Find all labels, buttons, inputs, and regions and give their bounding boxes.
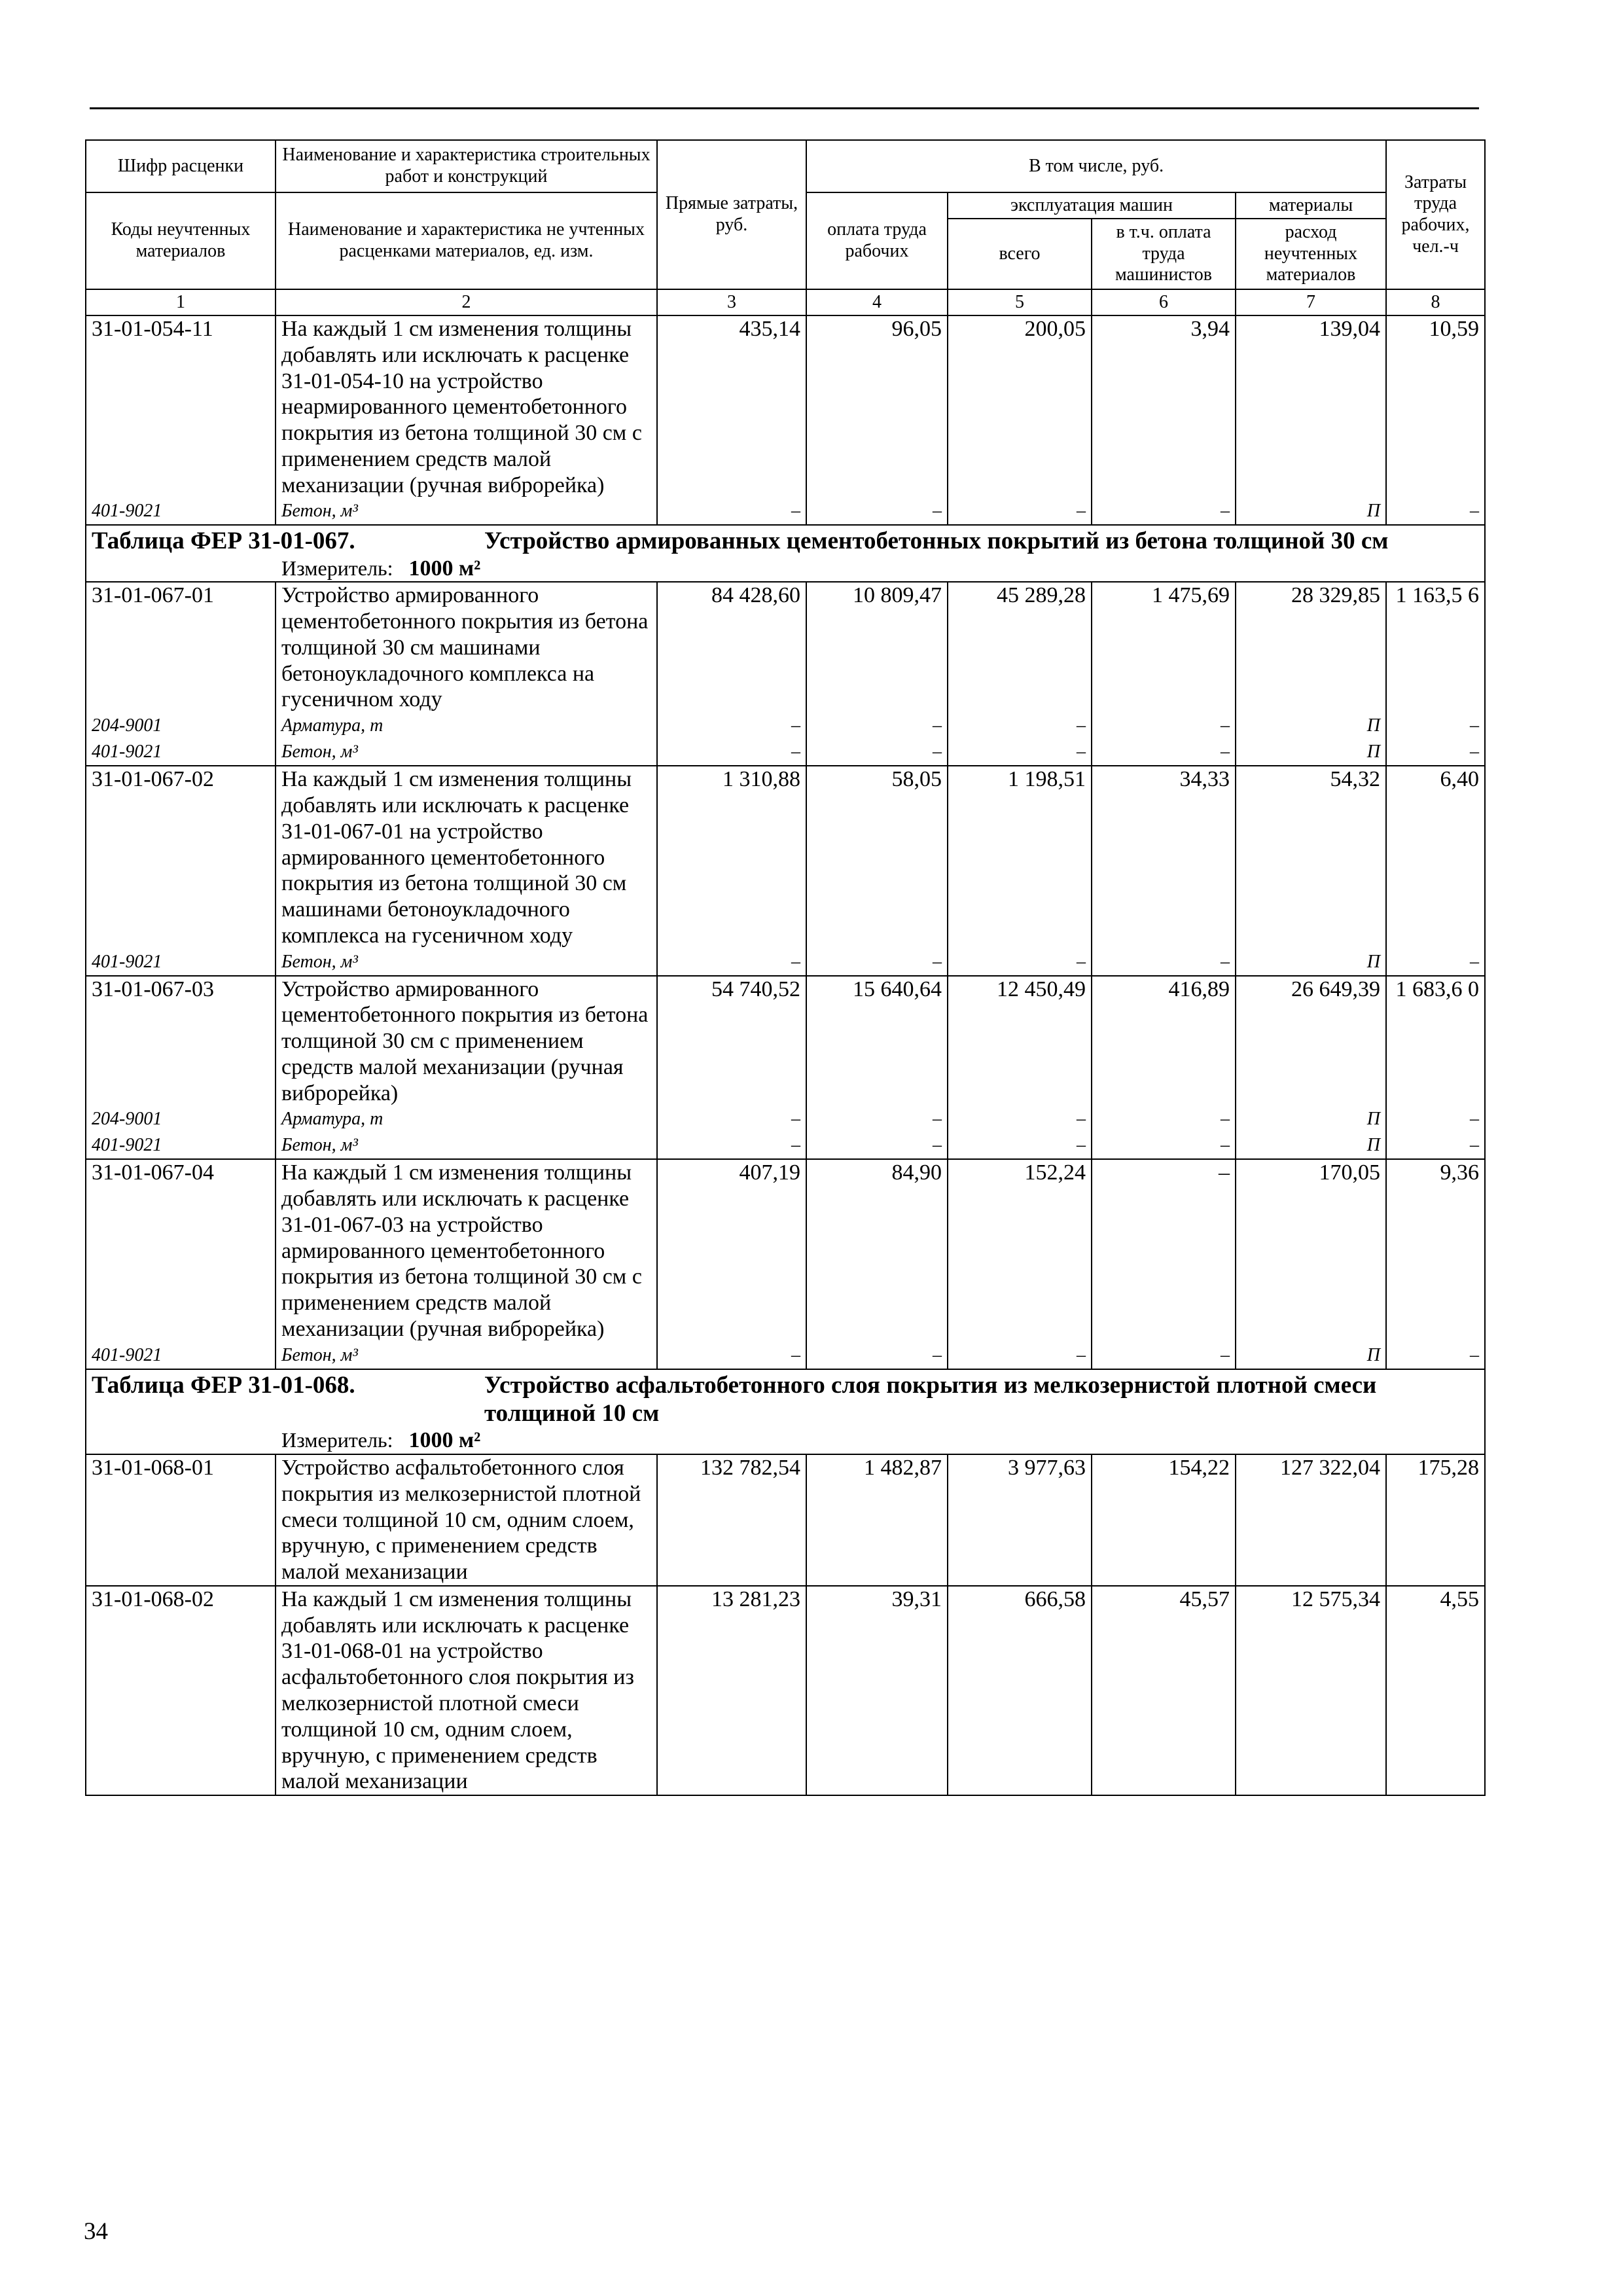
labor-hours: 6,40 bbox=[1440, 767, 1480, 792]
labor-hours-cell bbox=[1386, 582, 1485, 766]
worker-pay: 15 640,64 bbox=[853, 977, 942, 1001]
materials-cost-cell bbox=[1236, 976, 1386, 1160]
labor-hours-cell bbox=[1386, 766, 1485, 975]
rate-code-cell bbox=[86, 976, 276, 1160]
unaccounted-material-rate-code: 401-9021 bbox=[92, 1135, 162, 1156]
unaccounted-material-machines-total: – bbox=[1077, 742, 1086, 762]
rate-code: 31-01-067-03 bbox=[92, 977, 214, 1001]
rate-row bbox=[86, 315, 1485, 525]
rate-row bbox=[86, 1159, 1485, 1369]
direct-costs-cell bbox=[657, 976, 806, 1160]
unaccounted-material-work-name: Бетон, м³ bbox=[281, 951, 358, 972]
rate-row bbox=[86, 766, 1485, 975]
direct-costs-cell bbox=[657, 582, 806, 766]
materials-cost-cell bbox=[1236, 1586, 1386, 1795]
materials-cost: 12 575,34 bbox=[1291, 1587, 1381, 1611]
worker-pay: 84,90 bbox=[891, 1160, 942, 1185]
unaccounted-material-direct-costs: – bbox=[791, 742, 800, 762]
machines-total-cell bbox=[948, 976, 1092, 1160]
worker-pay-cell bbox=[806, 582, 948, 766]
labor-hours: 9,36 bbox=[1440, 1160, 1480, 1185]
direct-costs-cell bbox=[657, 1586, 806, 1795]
unaccounted-material-materials-cost: П bbox=[1366, 951, 1381, 972]
rate-code: 31-01-054-11 bbox=[92, 317, 213, 341]
operator-pay: – bbox=[1219, 1160, 1230, 1185]
unaccounted-material-rate-code: 204-9001 bbox=[92, 715, 162, 736]
unaccounted-material-materials-cost: П bbox=[1366, 742, 1381, 762]
direct-costs: 1 310,88 bbox=[722, 767, 800, 792]
materials-cost: 54,32 bbox=[1330, 767, 1381, 792]
machines-total: 3 977,63 bbox=[1008, 1456, 1086, 1480]
worker-pay: 58,05 bbox=[891, 767, 942, 792]
unaccounted-material-operator-pay: – bbox=[1221, 1109, 1230, 1130]
column-number: 3 bbox=[657, 289, 806, 315]
unaccounted-material-direct-costs: – bbox=[791, 1109, 800, 1130]
table-section-header bbox=[86, 1369, 1485, 1454]
unaccounted-material-worker-pay: – bbox=[933, 501, 942, 522]
unaccounted-material-operator-pay: – bbox=[1221, 501, 1230, 522]
worker-pay-cell bbox=[806, 1586, 948, 1795]
labor-hours-cell bbox=[1386, 315, 1485, 525]
unaccounted-material-work-name: Бетон, м³ bbox=[281, 1135, 358, 1156]
direct-costs-cell bbox=[657, 1454, 806, 1586]
unaccounted-material-materials-cost: П bbox=[1366, 715, 1381, 736]
work-name: На каждый 1 см изменения толщины добавлять или исключать к расценке 31-01-067-03 на устройство армированного цементобетонного покрытия из бетона толщиной 30 см с применением средств малой механизации (ручная виброрейка) bbox=[281, 1160, 642, 1342]
direct-costs-cell bbox=[657, 1159, 806, 1369]
unaccounted-material-operator-pay: – bbox=[1221, 1344, 1230, 1365]
operator-pay: 1 475,69 bbox=[1152, 583, 1230, 608]
machines-total: 152,24 bbox=[1024, 1160, 1086, 1185]
rate-code-cell bbox=[86, 315, 276, 525]
direct-costs-cell bbox=[657, 766, 806, 975]
unaccounted-material-direct-costs: – bbox=[791, 951, 800, 972]
rate-code: 31-01-068-01 bbox=[92, 1456, 214, 1480]
unaccounted-material-labor-hours: – bbox=[1470, 1344, 1480, 1365]
labor-hours-cell bbox=[1386, 1586, 1485, 1795]
rate-code-cell bbox=[86, 1454, 276, 1586]
operator-pay-cell bbox=[1092, 1159, 1236, 1369]
operator-pay-cell bbox=[1092, 1586, 1236, 1795]
direct-costs: 13 281,23 bbox=[711, 1587, 800, 1611]
unaccounted-material-labor-hours: – bbox=[1470, 951, 1480, 972]
column-number: 4 bbox=[806, 289, 948, 315]
column-number: 1 bbox=[86, 289, 276, 315]
direct-costs: 407,19 bbox=[739, 1160, 800, 1185]
header-material-codes: Коды неучтенных материалов bbox=[86, 192, 276, 289]
work-name: На каждый 1 см изменения толщины добавлять или исключать к расценке 31-01-068-01 на устройство асфальтобетонного слоя покрытия из мелкозернистой плотной смеси толщиной 10 см, одним слоем, вручную, с применением средств малой механизации bbox=[281, 1587, 634, 1794]
machines-total: 45 289,28 bbox=[997, 583, 1086, 608]
unaccounted-material-labor-hours: – bbox=[1470, 501, 1480, 522]
unaccounted-material-machines-total: – bbox=[1077, 1344, 1086, 1365]
column-number: 2 bbox=[276, 289, 657, 315]
section-label: Таблица ФЕР 31-01-068. bbox=[92, 1371, 355, 1399]
materials-cost-cell bbox=[1236, 1159, 1386, 1369]
column-number: 5 bbox=[948, 289, 1092, 315]
work-name-cell bbox=[276, 1454, 657, 1586]
unaccounted-material-work-name: Бетон, м³ bbox=[281, 501, 358, 522]
header-machines: эксплуатация машин bbox=[948, 192, 1236, 219]
unaccounted-material-machines-total: – bbox=[1077, 715, 1086, 736]
unaccounted-material-direct-costs: – bbox=[791, 1344, 800, 1365]
unaccounted-material-materials-cost: П bbox=[1366, 1109, 1381, 1130]
rate-code-cell bbox=[86, 582, 276, 766]
table-section-header bbox=[86, 525, 1485, 582]
unaccounted-material-labor-hours: – bbox=[1470, 1109, 1480, 1130]
header-machines-total: всего bbox=[948, 219, 1092, 289]
materials-cost: 28 329,85 bbox=[1291, 583, 1381, 608]
worker-pay: 10 809,47 bbox=[853, 583, 942, 608]
unaccounted-material-worker-pay: – bbox=[933, 742, 942, 762]
unaccounted-material-materials-cost: П bbox=[1366, 1344, 1381, 1365]
unaccounted-material-rate-code: 401-9021 bbox=[92, 501, 162, 522]
rate-row bbox=[86, 1454, 1485, 1586]
worker-pay: 39,31 bbox=[891, 1587, 942, 1611]
worker-pay: 1 482,87 bbox=[864, 1456, 942, 1480]
section-title: Устройство асфальтобетонного слоя покрытия из мелкозернистой плотной смеси толщиной 10 см bbox=[484, 1371, 1377, 1427]
labor-hours: 175,28 bbox=[1418, 1456, 1480, 1480]
top-rule bbox=[90, 107, 1479, 109]
unaccounted-material-labor-hours: – bbox=[1470, 742, 1480, 762]
work-name-cell bbox=[276, 766, 657, 975]
unaccounted-material-materials-cost: П bbox=[1366, 1135, 1381, 1156]
page-number: 34 bbox=[84, 2218, 108, 2245]
rate-code: 31-01-067-02 bbox=[92, 767, 214, 792]
measure-label: Измеритель: bbox=[281, 556, 393, 580]
work-name-cell bbox=[276, 582, 657, 766]
rates-table bbox=[85, 139, 1486, 1796]
unaccounted-material-machines-total: – bbox=[1077, 1135, 1086, 1156]
materials-cost-cell bbox=[1236, 582, 1386, 766]
work-name-cell bbox=[276, 1159, 657, 1369]
unaccounted-material-machines-total: – bbox=[1077, 501, 1086, 522]
unaccounted-material-direct-costs: – bbox=[791, 501, 800, 522]
header-direct-costs: Прямые затраты, руб. bbox=[657, 140, 806, 289]
direct-costs: 132 782,54 bbox=[700, 1456, 800, 1480]
unaccounted-material-rate-code: 401-9021 bbox=[92, 1344, 162, 1365]
operator-pay-cell bbox=[1092, 766, 1236, 975]
labor-hours: 10,59 bbox=[1429, 317, 1480, 341]
worker-pay-cell bbox=[806, 315, 948, 525]
unaccounted-material-operator-pay: – bbox=[1221, 742, 1230, 762]
measure-value: 1000 м² bbox=[408, 1428, 481, 1453]
labor-hours-cell bbox=[1386, 1454, 1485, 1586]
measure-label: Измеритель: bbox=[281, 1428, 393, 1452]
operator-pay-cell bbox=[1092, 582, 1236, 766]
work-name-cell bbox=[276, 1586, 657, 1795]
header-work-name: Наименование и характеристика строительных работ и конструкций bbox=[276, 140, 657, 192]
column-number: 6 bbox=[1092, 289, 1236, 315]
section-label: Таблица ФЕР 31-01-067. bbox=[92, 528, 355, 555]
unaccounted-material-work-name: Арматура, т bbox=[281, 1109, 383, 1130]
rate-code-cell bbox=[86, 1586, 276, 1795]
direct-costs: 435,14 bbox=[739, 317, 800, 341]
direct-costs: 54 740,52 bbox=[711, 977, 800, 1001]
materials-cost: 127 322,04 bbox=[1280, 1456, 1381, 1480]
direct-costs-cell bbox=[657, 315, 806, 525]
machines-total: 200,05 bbox=[1024, 317, 1086, 341]
unaccounted-material-worker-pay: – bbox=[933, 715, 942, 736]
worker-pay: 96,05 bbox=[891, 317, 942, 341]
worker-pay-cell bbox=[806, 1454, 948, 1586]
materials-cost: 26 649,39 bbox=[1291, 977, 1381, 1001]
header-materials: материалы bbox=[1236, 192, 1386, 219]
unaccounted-material-work-name: Арматура, т bbox=[281, 715, 383, 736]
column-number: 7 bbox=[1236, 289, 1386, 315]
rate-code: 31-01-067-04 bbox=[92, 1160, 214, 1185]
machines-total-cell bbox=[948, 315, 1092, 525]
operator-pay: 45,57 bbox=[1179, 1587, 1230, 1611]
work-name: На каждый 1 см изменения толщины добавлять или исключать к расценке 31-01-067-01 на устройство армированного цементобетонного покрытия из бетона толщиной 30 см машинами бетоноукладочного комплекса на гусеничном ходу bbox=[281, 767, 632, 948]
rate-code-cell bbox=[86, 766, 276, 975]
header-operator-pay: в т.ч. оплата труда машинистов bbox=[1092, 219, 1236, 289]
operator-pay-cell bbox=[1092, 1454, 1236, 1586]
rate-code: 31-01-068-02 bbox=[92, 1587, 214, 1611]
work-name: На каждый 1 см изменения толщины добавлять или исключать к расценке 31-01-054-10 на устройство неармированного цементобетонного покрытия из бетона толщиной 30 см с применением средств малой механизации (ручная виброрейка) bbox=[281, 317, 642, 497]
unaccounted-material-operator-pay: – bbox=[1221, 715, 1230, 736]
unaccounted-material-rate-code: 401-9021 bbox=[92, 951, 162, 972]
materials-cost-cell bbox=[1236, 766, 1386, 975]
materials-cost-cell bbox=[1236, 1454, 1386, 1586]
machines-total-cell bbox=[948, 1586, 1092, 1795]
unaccounted-material-operator-pay: – bbox=[1221, 1135, 1230, 1156]
machines-total: 1 198,51 bbox=[1008, 767, 1086, 792]
unaccounted-material-worker-pay: – bbox=[933, 1135, 942, 1156]
unaccounted-material-work-name: Бетон, м³ bbox=[281, 742, 358, 762]
rate-code: 31-01-067-01 bbox=[92, 583, 214, 608]
unaccounted-material-labor-hours: – bbox=[1470, 715, 1480, 736]
work-name: Устройство армированного цементобетонного покрытия из бетона толщиной 30 см с применением средств малой механизации (ручная виброрейка) bbox=[281, 977, 649, 1105]
unaccounted-material-labor-hours: – bbox=[1470, 1135, 1480, 1156]
labor-hours: 1 163,5 6 bbox=[1395, 583, 1480, 608]
unaccounted-material-worker-pay: – bbox=[933, 1109, 942, 1130]
labor-hours: 4,55 bbox=[1440, 1587, 1480, 1611]
materials-cost-cell bbox=[1236, 315, 1386, 525]
work-name-cell bbox=[276, 976, 657, 1160]
operator-pay: 34,33 bbox=[1179, 767, 1230, 792]
column-number: 8 bbox=[1386, 289, 1485, 315]
labor-hours-cell bbox=[1386, 976, 1485, 1160]
machines-total: 666,58 bbox=[1024, 1587, 1086, 1611]
unaccounted-material-rate-code: 204-9001 bbox=[92, 1109, 162, 1130]
labor-hours-cell bbox=[1386, 1159, 1485, 1369]
unaccounted-material-direct-costs: – bbox=[791, 1135, 800, 1156]
machines-total-cell bbox=[948, 1454, 1092, 1586]
worker-pay-cell bbox=[806, 766, 948, 975]
work-name: Устройство армированного цементобетонного покрытия из бетона толщиной 30 см машинами бетоноукладочного комплекса на гусеничном ходу bbox=[281, 583, 649, 712]
header-labor-hours: Затраты труда рабочих, чел.-ч bbox=[1386, 140, 1485, 289]
operator-pay: 416,89 bbox=[1168, 977, 1230, 1001]
header-including: В том числе, руб. bbox=[806, 140, 1386, 192]
machines-total: 12 450,49 bbox=[997, 977, 1086, 1001]
direct-costs: 84 428,60 bbox=[711, 583, 800, 608]
unaccounted-material-operator-pay: – bbox=[1221, 951, 1230, 972]
operator-pay: 3,94 bbox=[1190, 317, 1230, 341]
header-worker-pay: оплата труда рабочих bbox=[806, 192, 948, 289]
header-material-names: Наименование и характеристика не учтенных расценками материалов, ед. изм. bbox=[276, 192, 657, 289]
labor-hours: 1 683,6 0 bbox=[1395, 977, 1480, 1001]
unaccounted-material-machines-total: – bbox=[1077, 1109, 1086, 1130]
section-title: Устройство армированных цементобетонных покрытий из бетона толщиной 30 см bbox=[484, 528, 1389, 555]
operator-pay-cell bbox=[1092, 976, 1236, 1160]
operator-pay: 154,22 bbox=[1168, 1456, 1230, 1480]
header-rate-code: Шифр расценки bbox=[86, 140, 276, 192]
machines-total-cell bbox=[948, 766, 1092, 975]
work-name: Устройство асфальтобетонного слоя покрытия из мелкозернистой плотной смеси толщиной 10 см, одним слоем, вручную, с применением средств малой механизации bbox=[281, 1456, 641, 1585]
unaccounted-material-machines-total: – bbox=[1077, 951, 1086, 972]
unaccounted-material-rate-code: 401-9021 bbox=[92, 742, 162, 762]
unaccounted-material-direct-costs: – bbox=[791, 715, 800, 736]
unaccounted-material-work-name: Бетон, м³ bbox=[281, 1344, 358, 1365]
worker-pay-cell bbox=[806, 976, 948, 1160]
machines-total-cell bbox=[948, 1159, 1092, 1369]
operator-pay-cell bbox=[1092, 315, 1236, 525]
rate-row bbox=[86, 976, 1485, 1160]
unaccounted-material-materials-cost: П bbox=[1366, 501, 1381, 522]
materials-cost: 139,04 bbox=[1319, 317, 1381, 341]
unaccounted-material-worker-pay: – bbox=[933, 951, 942, 972]
work-name-cell bbox=[276, 315, 657, 525]
rate-row bbox=[86, 582, 1485, 766]
unaccounted-material-worker-pay: – bbox=[933, 1344, 942, 1365]
worker-pay-cell bbox=[806, 1159, 948, 1369]
measure-value: 1000 м² bbox=[408, 556, 481, 581]
materials-cost: 170,05 bbox=[1319, 1160, 1381, 1185]
header-material-consumption: расход неучтенных материалов bbox=[1236, 219, 1386, 289]
machines-total-cell bbox=[948, 582, 1092, 766]
rate-row bbox=[86, 1586, 1485, 1795]
rate-code-cell bbox=[86, 1159, 276, 1369]
